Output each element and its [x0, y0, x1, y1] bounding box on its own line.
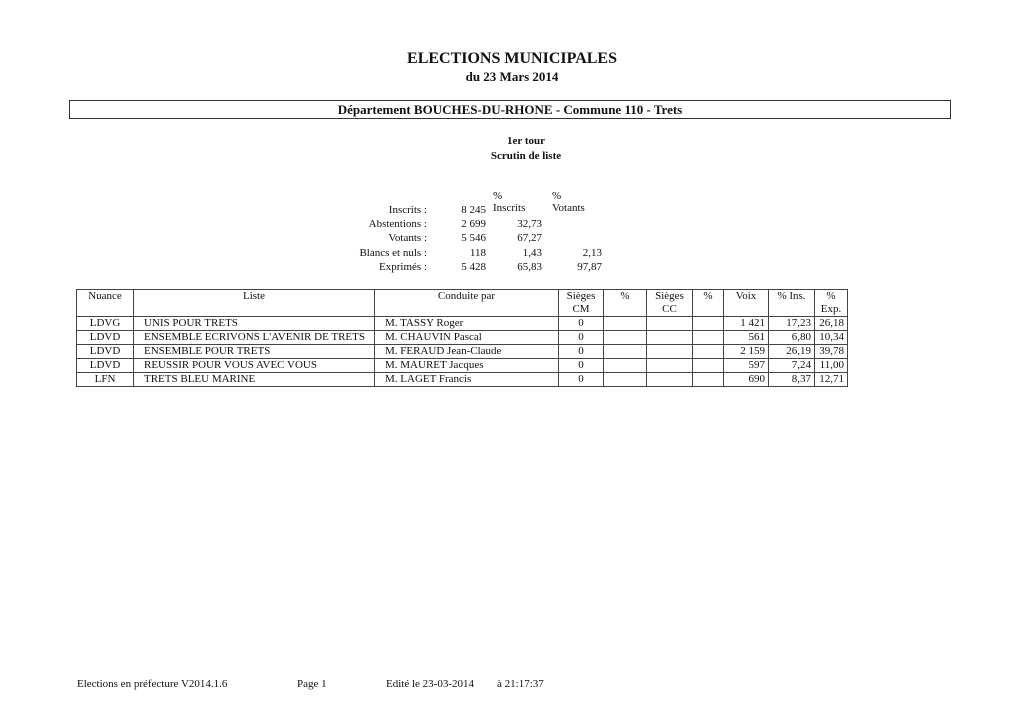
col-header-pct-ins: % Ins. [769, 290, 815, 317]
stats-label: Abstentions : [368, 218, 427, 230]
cell-nuance: LFN [77, 373, 134, 387]
cell-voix: 690 [724, 373, 769, 387]
cell-voix: 1 421 [724, 317, 769, 331]
cell-sieges-cm: 0 [559, 345, 604, 359]
stats-value: 5 546 [461, 232, 486, 244]
cell-pct-ins: 7,24 [769, 359, 815, 373]
stats-pct-inscrits: 65,83 [517, 261, 542, 273]
cell-liste: ENSEMBLE ECRIVONS L'AVENIR DE TRETS [134, 331, 375, 345]
cell-sieges-cc [647, 373, 693, 387]
footer-edited: Edité le 23-03-2014 [386, 678, 474, 690]
stats-row [0, 261, 700, 275]
cell-liste: UNIS POUR TRETS [134, 317, 375, 331]
stats-value: 118 [469, 247, 486, 259]
cell-pct-cm [604, 373, 647, 387]
col-header-sieges-cm [559, 290, 604, 317]
stats-value: 2 699 [461, 218, 486, 230]
stats-pct-votants: 2,13 [582, 247, 602, 259]
cell-sieges-cc [647, 331, 693, 345]
col-header-pct-cc: % [693, 290, 724, 317]
cell-liste: TRETS BLEU MARINE [134, 373, 375, 387]
cell-voix: 561 [724, 331, 769, 345]
cell-liste: REUSSIR POUR VOUS AVEC VOUS [134, 359, 375, 373]
tour-label: 1er tour [507, 135, 545, 147]
results-table [76, 289, 919, 387]
stats-label: Exprimés : [379, 261, 427, 273]
cell-pct-exp: 10,34 [815, 331, 848, 345]
cell-pct-cc [693, 331, 724, 345]
col-header-sieges-cm-line1: Sièges [566, 290, 596, 302]
cell-pct-cm [604, 331, 647, 345]
cell-nuance: LDVD [77, 345, 134, 359]
stats-pct-inscrits: 1,43 [522, 247, 542, 259]
stats-value: 8 245 [461, 204, 486, 216]
cell-conduite: M. MAURET Jacques [375, 359, 559, 373]
stats-value: 5 428 [461, 261, 486, 273]
cell-pct-exp: 12,71 [815, 373, 848, 387]
cell-conduite: M. TASSY Roger [375, 317, 559, 331]
cell-conduite: M. LAGET Francis [375, 373, 559, 387]
cell-conduite: M. FERAUD Jean-Claude [375, 345, 559, 359]
col-header-sieges-cc-line2: CC [662, 303, 677, 315]
col-header-sieges-cc [647, 290, 693, 317]
cell-pct-ins: 6,80 [769, 331, 815, 345]
cell-sieges-cm: 0 [559, 331, 604, 345]
stats-row [0, 232, 700, 246]
col-header-sieges-cc-line1: Sièges [655, 290, 684, 302]
stats-row [0, 204, 700, 218]
cell-pct-cc [693, 359, 724, 373]
cell-pct-exp: 39,78 [815, 345, 848, 359]
document-title: ELECTIONS MUNICIPALES [407, 50, 617, 67]
stats-pct-inscrits: 32,73 [517, 218, 542, 230]
cell-pct-cm [604, 317, 647, 331]
cell-voix: 2 159 [724, 345, 769, 359]
cell-pct-cm [604, 359, 647, 373]
stats-row [0, 247, 700, 261]
table-row [77, 345, 919, 359]
footer-time: à 21:17:37 [497, 678, 544, 690]
cell-sieges-cm: 0 [559, 359, 604, 373]
cell-sieges-cm: 0 [559, 373, 604, 387]
col-header-pct-cm: % [604, 290, 647, 317]
cell-pct-exp: 11,00 [815, 359, 848, 373]
cell-liste: ENSEMBLE POUR TRETS [134, 345, 375, 359]
stats-header-votants: % Votants [552, 190, 585, 214]
cell-pct-ins: 8,37 [769, 373, 815, 387]
scrutin-label: Scrutin de liste [490, 150, 562, 162]
cell-pct-cc [693, 317, 724, 331]
stats-pct-votants: 97,87 [577, 261, 602, 273]
cell-nuance: LDVG [77, 317, 134, 331]
col-header-voix: Voix [724, 290, 769, 317]
col-header-nuance: Nuance [77, 290, 134, 317]
cell-sieges-cc [647, 345, 693, 359]
col-header-conduite: Conduite par [375, 290, 559, 317]
cell-voix: 597 [724, 359, 769, 373]
table-row [77, 331, 919, 345]
cell-sieges-cm: 0 [559, 317, 604, 331]
table-row [77, 317, 919, 331]
stats-header-inscrits: % Inscrits [493, 190, 526, 214]
cell-pct-ins: 26,19 [769, 345, 815, 359]
cell-conduite: M. CHAUVIN Pascal [375, 331, 559, 345]
table-row [77, 359, 919, 373]
cell-pct-cc [693, 345, 724, 359]
cell-sieges-cc [647, 359, 693, 373]
stats-label: Votants : [388, 232, 427, 244]
stats-pct-inscrits: 67,27 [517, 232, 542, 244]
cell-sieges-cc [647, 317, 693, 331]
footer-software: Elections en préfecture V2014.1.6 [77, 678, 228, 690]
cell-pct-cc [693, 373, 724, 387]
department-banner: Département BOUCHES-DU-RHONE - Commune 110 - Trets [69, 100, 951, 119]
col-header-liste: Liste [134, 290, 375, 317]
table-header-row [77, 290, 919, 317]
cell-pct-cm [604, 345, 647, 359]
stats-label: Blancs et nuls : [359, 247, 427, 259]
col-header-pct-exp: % Exp. [815, 290, 848, 317]
election-date: du 23 Mars 2014 [465, 69, 559, 84]
cell-nuance: LDVD [77, 331, 134, 345]
footer-page: Page 1 [297, 678, 327, 690]
stats-label: Inscrits : [388, 204, 427, 216]
cell-pct-ins: 17,23 [769, 317, 815, 331]
cell-nuance: LDVD [77, 359, 134, 373]
stats-row [0, 218, 700, 232]
table-row [77, 373, 919, 387]
col-header-sieges-cm-line2: CM [572, 303, 590, 315]
cell-pct-exp: 26,18 [815, 317, 848, 331]
